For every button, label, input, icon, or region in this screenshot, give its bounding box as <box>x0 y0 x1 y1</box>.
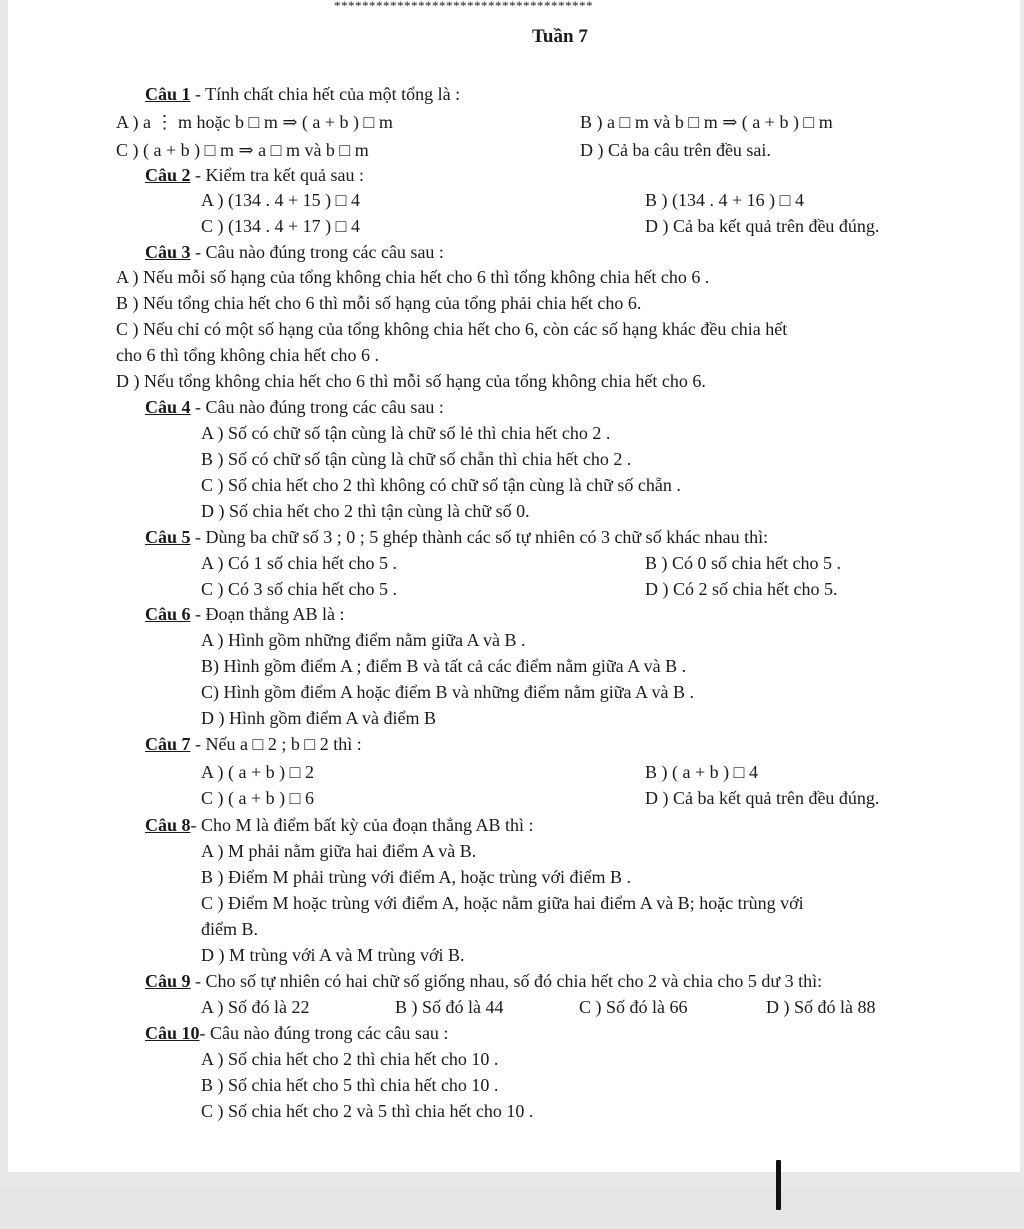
bottom-margin <box>0 1186 1024 1229</box>
q9-option-c: C ) Số đó là 66 <box>579 997 688 1017</box>
question-label: Câu 6 <box>145 604 191 624</box>
q4-option-a: A ) Số có chữ số tận cùng là chữ số lẻ thì chia hết cho 2 . <box>201 423 611 443</box>
q9-option-b: B ) Số đó là 44 <box>395 997 504 1017</box>
question-text: - Cho số tự nhiên có hai chữ số giống nhau, số đó chia hết cho 2 và chia cho 5 dư 3 thì: <box>190 971 823 991</box>
question-text: - Câu nào đúng trong các câu sau : <box>190 397 444 417</box>
q6-option-a: A ) Hình gồm những điểm nằm giữa A và B . <box>201 630 526 650</box>
q10-option-c: C ) Số chia hết cho 2 và 5 thì chia hết cho 10 . <box>201 1101 534 1121</box>
q1-option-a: A ) a ⋮ m hoặc b □ m ⇒ ( a + b ) □ m <box>116 112 393 132</box>
q1-option-d: D ) Cả ba câu trên đều sai. <box>580 140 771 160</box>
q5-option-d: D ) Có 2 số chia hết cho 5. <box>645 579 838 599</box>
question-label: Câu 10 <box>145 1023 200 1043</box>
q3-option-d: D ) Nếu tổng không chia hết cho 6 thì mỗi số hạng của tổng không chia hết cho 6. <box>116 371 706 391</box>
page-title: Tuần 7 <box>532 26 588 47</box>
question-text: - Câu nào đúng trong các câu sau : <box>190 242 444 262</box>
question-1 <box>145 83 460 105</box>
q8-option-a: A ) M phải nằm giữa hai điểm A và B. <box>201 841 477 861</box>
q3-option-c-line1: C ) Nếu chỉ có một số hạng của tổng không chia hết cho 6, còn các số hạng khác đều chia hết <box>116 319 788 339</box>
question-label: Câu 1 <box>145 84 191 104</box>
question-4 <box>145 396 444 418</box>
question-label: Câu 7 <box>145 734 191 754</box>
q3-option-a: A ) Nếu mỗi số hạng của tổng không chia hết cho 6 thì tổng không chia hết cho 6 . <box>116 267 710 287</box>
q4-option-c: C ) Số chia hết cho 2 thì không có chữ số tận cùng là chữ số chẵn . <box>201 475 681 495</box>
q9-option-a: A ) Số đó là 22 <box>201 997 310 1017</box>
worksheet-page <box>8 0 1020 1172</box>
question-text: - Câu nào đúng trong các câu sau : <box>199 1023 449 1043</box>
question-label: Câu 3 <box>145 242 191 262</box>
q8-option-c-line2: điểm B. <box>201 919 258 939</box>
q9-option-d: D ) Số đó là 88 <box>766 997 876 1017</box>
question-7 <box>145 733 362 755</box>
question-5 <box>145 526 768 548</box>
q6-option-b: B) Hình gồm điểm A ; điểm B và tất cả các điểm nằm giữa A và B . <box>201 656 687 676</box>
question-text: - Kiểm tra kết quả sau : <box>190 165 364 185</box>
q2-option-c: C ) (134 . 4 + 17 ) □ 4 <box>201 216 361 236</box>
question-label: Câu 4 <box>145 397 191 417</box>
question-text: - Nếu a □ 2 ; b □ 2 thì : <box>190 734 362 754</box>
q4-option-b: B ) Số có chữ số tận cùng là chữ số chẵn thì chia hết cho 2 . <box>201 449 632 469</box>
question-label: Câu 8 <box>145 815 191 835</box>
question-text: - Cho M là điểm bất kỳ của đoạn thẳng AB thì : <box>190 815 534 835</box>
question-label: Câu 2 <box>145 165 191 185</box>
question-3 <box>145 241 444 263</box>
question-8 <box>145 814 533 836</box>
header-stars: ************************************* <box>334 0 593 13</box>
question-2 <box>145 164 364 186</box>
q2-option-d: D ) Cả ba kết quả trên đều đúng. <box>645 216 880 236</box>
q7-option-a: A ) ( a + b ) □ 2 <box>201 762 315 782</box>
question-10 <box>145 1022 448 1044</box>
q3-option-b: B ) Nếu tổng chia hết cho 6 thì mỗi số hạng của tổng phải chia hết cho 6. <box>116 293 642 313</box>
q5-option-a: A ) Có 1 số chia hết cho 5 . <box>201 553 397 573</box>
question-label: Câu 5 <box>145 527 191 547</box>
q7-option-d: D ) Cả ba kết quả trên đều đúng. <box>645 788 880 808</box>
q8-option-c-line1: C ) Điểm M hoặc trùng với điểm A, hoặc nằm giữa hai điểm A và B; hoặc trùng với <box>201 893 804 913</box>
q2-option-a: A ) (134 . 4 + 15 ) □ 4 <box>201 190 361 210</box>
question-6 <box>145 603 345 625</box>
q7-option-c: C ) ( a + b ) □ 6 <box>201 788 315 808</box>
q1-option-b: B ) a □ m và b □ m ⇒ ( a + b ) □ m <box>580 112 833 132</box>
question-label: Câu 9 <box>145 971 191 991</box>
q8-option-d: D ) M trùng với A và M trùng với B. <box>201 945 465 965</box>
q7-option-b: B ) ( a + b ) □ 4 <box>645 762 759 782</box>
q10-option-b: B ) Số chia hết cho 5 thì chia hết cho 10 . <box>201 1075 499 1095</box>
q5-option-b: B ) Có 0 số chia hết cho 5 . <box>645 553 841 573</box>
q8-option-b: B ) Điểm M phải trùng với điểm A, hoặc trùng với điểm B . <box>201 867 631 887</box>
q10-option-a: A ) Số chia hết cho 2 thì chia hết cho 10 . <box>201 1049 499 1069</box>
q2-option-b: B ) (134 . 4 + 16 ) □ 4 <box>645 190 805 210</box>
q4-option-d: D ) Số chia hết cho 2 thì tận cùng là chữ số 0. <box>201 501 530 521</box>
question-text: - Tính chất chia hết của một tổng là : <box>190 84 461 104</box>
q1-option-c: C ) ( a + b ) □ m ⇒ a □ m và b □ m <box>116 140 369 160</box>
q3-option-c-line2: cho 6 thì tổng không chia hết cho 6 . <box>116 345 379 365</box>
q6-option-c: C) Hình gồm điểm A hoặc điểm B và những điểm nằm giữa A và B . <box>201 682 694 702</box>
text-cursor-icon <box>776 1160 781 1210</box>
question-text: - Đoạn thẳng AB là : <box>190 604 345 624</box>
q6-option-d: D ) Hình gồm điểm A và điểm B <box>201 708 436 728</box>
question-text: - Dùng ba chữ số 3 ; 0 ; 5 ghép thành các số tự nhiên có 3 chữ số khác nhau thì: <box>190 527 769 547</box>
question-9 <box>145 970 822 992</box>
q5-option-c: C ) Có 3 số chia hết cho 5 . <box>201 579 397 599</box>
